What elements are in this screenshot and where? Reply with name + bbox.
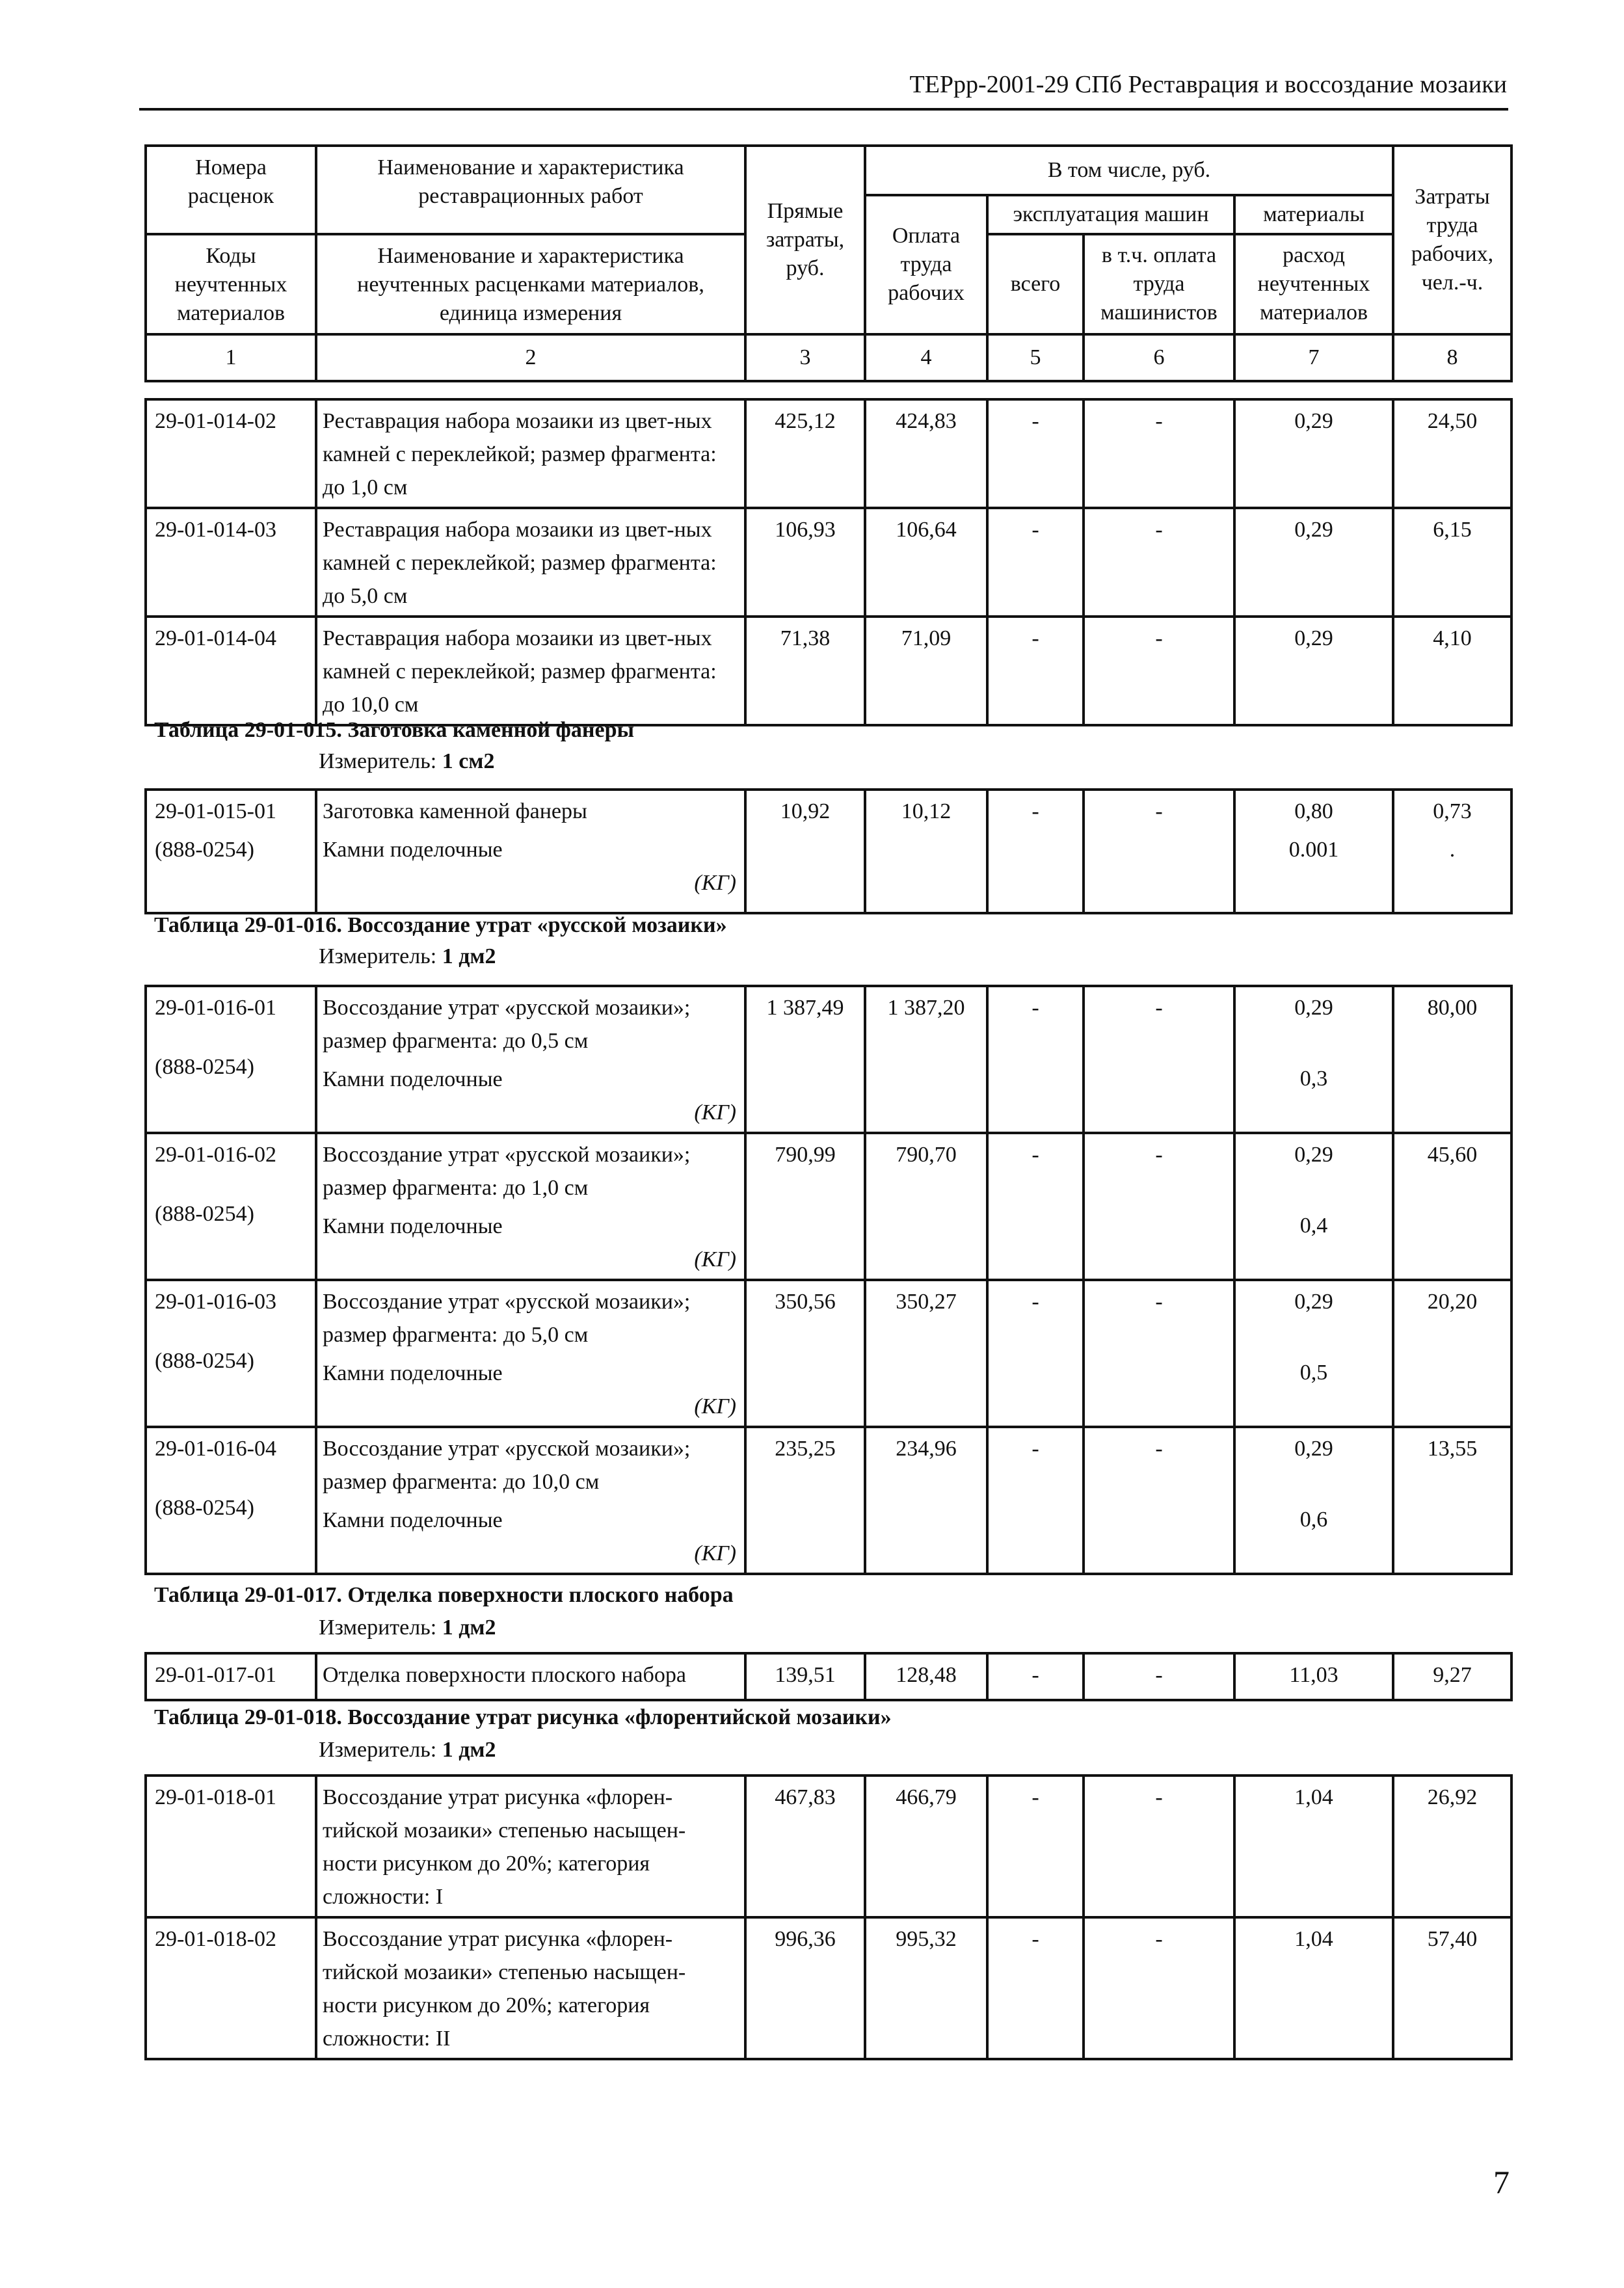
rate-code — [146, 1133, 316, 1280]
rate-code: 29-01-018-02 — [146, 1917, 316, 2059]
labor: 80,00 — [1393, 986, 1511, 1133]
col-head-operator-pay: в т.ч. оплата труда машинистов — [1084, 234, 1234, 334]
machines-total: - — [987, 1776, 1084, 1917]
materials: 1,04 — [1234, 1776, 1393, 1917]
material-code: (888-0254) — [155, 1349, 254, 1373]
table-015-caption: Таблица 29-01-015. Заготовка каменной фанеры — [154, 718, 635, 742]
meter-label: Измеритель: — [319, 1616, 437, 1640]
materials-value: 0,29 — [1294, 1290, 1333, 1314]
machines-total: - — [987, 508, 1084, 617]
operator-pay: - — [1084, 508, 1234, 617]
meter-label: Измеритель: — [319, 944, 437, 968]
col-head-worker-pay: Оплата труда рабочих — [865, 195, 987, 334]
material-code: (888-0254) — [155, 1496, 254, 1520]
page-number: 7 — [1493, 2164, 1510, 2200]
rate-code: 29-01-014-02 — [146, 399, 316, 508]
machines-total: - — [987, 1917, 1084, 2059]
table-015 — [144, 788, 1513, 914]
direct-cost: 139,51 — [745, 1653, 865, 1700]
labor: 13,55 — [1393, 1427, 1511, 1574]
rate-name — [316, 790, 745, 913]
material-qty: 0.001 — [1288, 838, 1339, 862]
rate-code — [146, 790, 316, 913]
direct-cost: 425,12 — [745, 399, 865, 508]
direct-cost: 71,38 — [745, 617, 865, 725]
operator-pay: - — [1084, 1133, 1234, 1280]
materials — [1234, 1133, 1393, 1280]
table-row — [146, 1776, 1511, 1917]
table-row — [146, 1653, 1511, 1700]
table-015-meter — [319, 749, 494, 774]
col-head-work-name: Наименование и характеристика реставрационных работ — [316, 146, 745, 234]
direct-cost: 790,99 — [745, 1133, 865, 1280]
operator-pay: - — [1084, 617, 1234, 725]
labor: 45,60 — [1393, 1133, 1511, 1280]
col-head-material-codes: Коды неучтенных материалов — [146, 234, 316, 334]
materials: 11,03 — [1234, 1653, 1393, 1700]
worker-pay: 106,64 — [865, 508, 987, 617]
rate-code-value: 29-01-016-02 — [155, 1143, 276, 1167]
material-qty: 0,6 — [1299, 1508, 1328, 1532]
materials-value: 0,29 — [1294, 1437, 1333, 1461]
col-head-labor-costs: Затраты труда рабочих, чел.-ч. — [1393, 146, 1511, 334]
table-018-meter — [319, 1738, 496, 1763]
rate-code — [146, 986, 316, 1133]
col-index: 6 — [1084, 334, 1234, 381]
worker-pay: 995,32 — [865, 1917, 987, 2059]
table-row — [146, 1917, 1511, 2059]
material-code: (888-0254) — [155, 1202, 254, 1226]
labor-mark: . — [1449, 838, 1456, 862]
rate-name-value: Воссоздание утрат «русской мозаики»; размер фрагмента: до 0,5 см — [323, 996, 691, 1053]
machines-total: - — [987, 1427, 1084, 1574]
labor-value: 0,73 — [1433, 799, 1472, 823]
labor: 4,10 — [1393, 617, 1511, 725]
col-head-material-consumption: расход неучтенных материалов — [1234, 234, 1393, 334]
operator-pay: - — [1084, 986, 1234, 1133]
materials: 0,29 — [1234, 508, 1393, 617]
rate-name-value: Воссоздание утрат «русской мозаики»; размер фрагмента: до 5,0 см — [323, 1290, 691, 1347]
rates-table-main — [144, 144, 1513, 382]
materials-value: 0,29 — [1294, 996, 1333, 1020]
worker-pay: 128,48 — [865, 1653, 987, 1700]
material-name: Камни поделочные — [323, 1508, 503, 1532]
col-index: 5 — [987, 334, 1084, 381]
meter-value: 1 см2 — [442, 749, 495, 773]
col-index: 2 — [316, 334, 745, 381]
labor: 26,92 — [1393, 1776, 1511, 1917]
materials-value: 0,80 — [1294, 799, 1333, 823]
header-rule — [139, 108, 1508, 111]
rate-name-value: Воссоздание утрат «русской мозаики»; размер фрагмента: до 10,0 см — [323, 1437, 691, 1494]
materials — [1234, 790, 1393, 913]
col-head-material-name: Наименование и характеристика неучтенных расценками материалов, единица измерения — [316, 234, 745, 334]
direct-cost: 467,83 — [745, 1776, 865, 1917]
col-head-direct-costs: Прямые затраты, руб. — [745, 146, 865, 334]
direct-cost: 235,25 — [745, 1427, 865, 1574]
direct-cost: 1 387,49 — [745, 986, 865, 1133]
rate-name: Воссоздание утрат рисунка «флорен-тийской мозаики» степенью насыщен-ности рисунком до 20%; категория сложности: II — [316, 1917, 745, 2059]
rate-code-value: 29-01-015-01 — [155, 799, 276, 823]
materials — [1234, 1280, 1393, 1427]
meter-label: Измеритель: — [319, 1738, 437, 1762]
table-row — [146, 790, 1511, 913]
table-row — [146, 1427, 1511, 1574]
col-head-machines-total: всего — [987, 234, 1084, 334]
table-014 — [144, 398, 1513, 726]
machines-total: - — [987, 1653, 1084, 1700]
direct-cost: 106,93 — [745, 508, 865, 617]
labor: 9,27 — [1393, 1653, 1511, 1700]
rate-code: 29-01-014-03 — [146, 508, 316, 617]
table-017-meter — [319, 1616, 496, 1640]
operator-pay: - — [1084, 1280, 1234, 1427]
material-unit: (КГ) — [694, 871, 736, 895]
col-index: 1 — [146, 334, 316, 381]
labor: 6,15 — [1393, 508, 1511, 617]
materials: 0,29 — [1234, 399, 1393, 508]
machines-total: - — [987, 399, 1084, 508]
table-017-caption: Таблица 29-01-017. Отделка поверхности плоского набора — [154, 1583, 734, 1607]
machines-total: - — [987, 1133, 1084, 1280]
col-index: 7 — [1234, 334, 1393, 381]
meter-value: 1 дм2 — [442, 1616, 496, 1640]
rate-code-value: 29-01-016-03 — [155, 1290, 276, 1314]
materials — [1234, 1427, 1393, 1574]
col-head-including: В том числе, руб. — [865, 146, 1393, 195]
material-unit: (КГ) — [694, 1100, 736, 1124]
machines-total: - — [987, 617, 1084, 725]
materials — [1234, 986, 1393, 1133]
rate-name — [316, 1133, 745, 1280]
material-unit: (КГ) — [694, 1541, 736, 1565]
worker-pay: 424,83 — [865, 399, 987, 508]
rate-name: Реставрация набора мозаики из цвет-ных камней с переклейкой; размер фрагмента: до 10,0 см — [316, 617, 745, 725]
materials: 1,04 — [1234, 1917, 1393, 2059]
meter-value: 1 дм2 — [442, 944, 496, 968]
table-row — [146, 399, 1511, 508]
col-index: 8 — [1393, 334, 1511, 381]
meter-value: 1 дм2 — [442, 1738, 496, 1762]
worker-pay: 790,70 — [865, 1133, 987, 1280]
table-016-meter — [319, 944, 496, 969]
operator-pay: - — [1084, 790, 1234, 913]
rate-code-value: 29-01-016-01 — [155, 996, 276, 1020]
material-unit: (КГ) — [694, 1394, 736, 1418]
rate-name — [316, 1280, 745, 1427]
rate-code: 29-01-018-01 — [146, 1776, 316, 1917]
material-code: (888-0254) — [155, 1055, 254, 1079]
table-row — [146, 617, 1511, 725]
rate-name-value: Заготовка каменной фанеры — [323, 799, 587, 823]
col-head-machines: эксплуатация машин — [987, 195, 1234, 234]
rate-name: Воссоздание утрат рисунка «флорен-тийской мозаики» степенью насыщен-ности рисунком до 20%; категория сложности: I — [316, 1776, 745, 1917]
table-018 — [144, 1774, 1513, 2060]
running-header: ТЕРрр-2001-29 СПб Реставрация и воссоздание мозаики — [909, 71, 1507, 98]
material-name: Камни поделочные — [323, 838, 503, 862]
operator-pay: - — [1084, 1776, 1234, 1917]
table-row — [146, 508, 1511, 617]
table-row — [146, 1280, 1511, 1427]
worker-pay: 234,96 — [865, 1427, 987, 1574]
machines-total: - — [987, 790, 1084, 913]
rate-code — [146, 1427, 316, 1574]
material-qty: 0,5 — [1299, 1361, 1328, 1385]
rate-name-value: Воссоздание утрат «русской мозаики»; размер фрагмента: до 1,0 см — [323, 1143, 691, 1200]
worker-pay: 466,79 — [865, 1776, 987, 1917]
worker-pay: 71,09 — [865, 617, 987, 725]
labor: 24,50 — [1393, 399, 1511, 508]
col-head-materials: материалы — [1234, 195, 1393, 234]
table-row — [146, 986, 1511, 1133]
rate-code-value: 29-01-016-04 — [155, 1437, 276, 1461]
materials-value: 0,29 — [1294, 1143, 1333, 1167]
table-018-caption: Таблица 29-01-018. Воссоздание утрат рисунка «флорентийской мозаики» — [154, 1705, 892, 1729]
material-unit: (КГ) — [694, 1247, 736, 1271]
materials: 0,29 — [1234, 617, 1393, 725]
rate-name: Отделка поверхности плоского набора — [316, 1653, 745, 1700]
worker-pay: 1 387,20 — [865, 986, 987, 1133]
direct-cost: 10,92 — [745, 790, 865, 913]
labor: 20,20 — [1393, 1280, 1511, 1427]
labor — [1393, 790, 1511, 913]
worker-pay: 350,27 — [865, 1280, 987, 1427]
direct-cost: 350,56 — [745, 1280, 865, 1427]
table-016-caption: Таблица 29-01-016. Воссоздание утрат «русской мозаики» — [154, 913, 727, 937]
material-qty: 0,4 — [1299, 1214, 1328, 1238]
material-name: Камни поделочные — [323, 1361, 503, 1385]
direct-cost: 996,36 — [745, 1917, 865, 2059]
operator-pay: - — [1084, 399, 1234, 508]
meter-label: Измеритель: — [319, 749, 437, 773]
table-row — [146, 1133, 1511, 1280]
rate-name — [316, 1427, 745, 1574]
rate-name: Реставрация набора мозаики из цвет-ных камней с переклейкой; размер фрагмента: до 1,0 см — [316, 399, 745, 508]
worker-pay: 10,12 — [865, 790, 987, 913]
col-head-rate-number: Номера расценок — [146, 146, 316, 234]
operator-pay: - — [1084, 1427, 1234, 1574]
material-name: Камни поделочные — [323, 1214, 503, 1238]
table-016 — [144, 985, 1513, 1575]
labor: 57,40 — [1393, 1917, 1511, 2059]
rate-code — [146, 1280, 316, 1427]
rate-name: Реставрация набора мозаики из цвет-ных камней с переклейкой; размер фрагмента: до 5,0 см — [316, 508, 745, 617]
material-name: Камни поделочные — [323, 1067, 503, 1091]
machines-total: - — [987, 1280, 1084, 1427]
table-017 — [144, 1652, 1513, 1701]
col-index: 4 — [865, 334, 987, 381]
operator-pay: - — [1084, 1917, 1234, 2059]
material-code: (888-0254) — [155, 838, 254, 862]
machines-total: - — [987, 986, 1084, 1133]
col-index: 3 — [745, 334, 865, 381]
material-qty: 0,3 — [1299, 1067, 1328, 1091]
rate-code: 29-01-014-04 — [146, 617, 316, 725]
operator-pay: - — [1084, 1653, 1234, 1700]
rate-code: 29-01-017-01 — [146, 1653, 316, 1700]
rate-name — [316, 986, 745, 1133]
